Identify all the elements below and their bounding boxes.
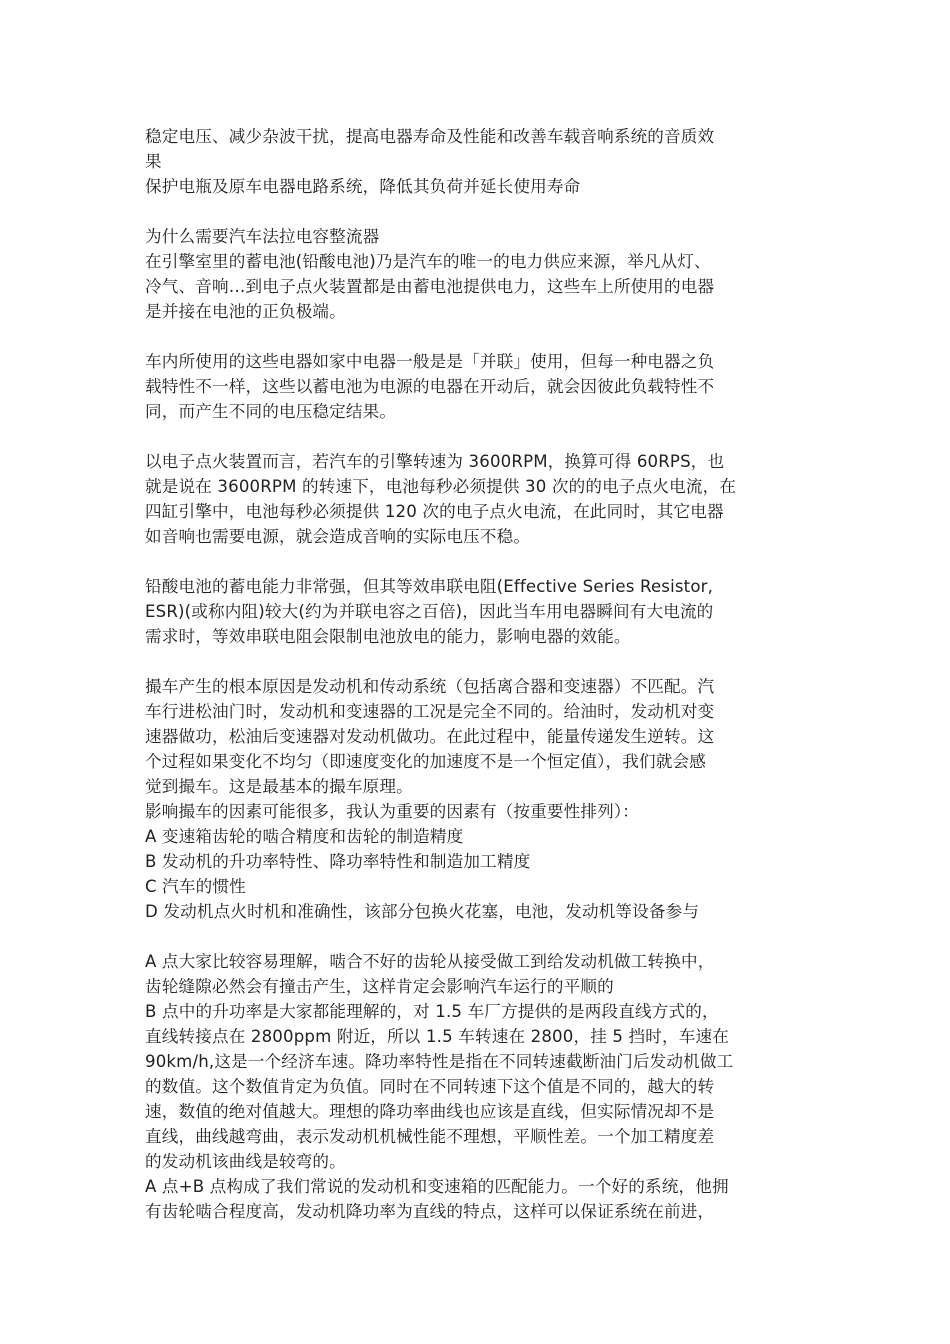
text-line: 90km/h,这是一个经济车速。降功率特性是指在不同转速截断油门后发动机做工 — [145, 1052, 734, 1071]
blank-line — [145, 199, 810, 224]
text-line: 在引擎室里的蓄电池(铅酸电池)乃是汽车的唯一的电力供应来源，举凡从灯、 — [145, 252, 711, 271]
text-line: 载特性不一样，这些以蓄电池为电源的电器在开动后，就会因彼此负载特性不 — [145, 377, 715, 396]
blank-line — [145, 424, 810, 449]
text-line: D 发动机点火时机和准确性，该部分包换火花塞，电池，发动机等设备参与 — [145, 902, 700, 921]
text-line: 直线，曲线越弯曲，表示发动机机械性能不理想，平顺性差。一个加工精度差 — [145, 1127, 715, 1146]
text-line: 有齿轮啮合程度高，发动机降功率为直线的特点，这样可以保证系统在前进， — [145, 1202, 715, 1221]
blank-line — [145, 549, 810, 574]
text-line: A 变速箱齿轮的啮合精度和齿轮的制造精度 — [145, 827, 464, 846]
text-line: A 点大家比较容易理解，啮合不好的齿轮从接受做工到给发动机做工转换中， — [145, 952, 715, 971]
text-line: 四缸引擎中，电池每秒必须提供 120 次的电子点火电流，在此同时，其它电器 — [145, 502, 724, 521]
text-line: 如音响也需要电源，就会造成音响的实际电压不稳。 — [145, 527, 531, 546]
text-line: 的发动机该曲线是较弯的。 — [145, 1152, 346, 1171]
text-line: B 发动机的升功率特性、降功率特性和制造加工精度 — [145, 852, 531, 871]
text-line: C 汽车的惯性 — [145, 877, 246, 896]
text-line: 撮车产生的根本原因是发动机和传动系统（包括离合器和变速器）不匹配。汽 — [145, 677, 715, 696]
text-line: 为什么需要汽车法拉电容整流器 — [145, 227, 380, 246]
text-line: 保护电瓶及原车电器电路系统，降低其负荷并延长使用寿命 — [145, 177, 581, 196]
text-line: 就是说在 3600RPM 的转速下，电池每秒必须提供 30 次的的电子点火电流，在 — [145, 477, 737, 496]
text-line: 果 — [145, 152, 162, 171]
blank-line — [145, 324, 810, 349]
text-line: ESR)(或称内阻)较大(约为并联电容之百倍)，因此当车用电器瞬间有大电流的 — [145, 602, 714, 621]
text-line: 觉到撮车。这是最基本的撮车原理。 — [145, 777, 413, 796]
text-line: 稳定电压、减少杂波干扰，提高电器寿命及性能和改善车载音响系统的音质效 — [145, 127, 715, 146]
text-line: 影响撮车的因素可能很多，我认为重要的因素有（按重要性排列）： — [145, 802, 640, 821]
text-line: 直线转接点在 2800ppm 附近，所以 1.5 车转速在 2800，挂 5 挡时，车速在 — [145, 1027, 729, 1046]
text-line: 个过程如果变化不均匀（即速度变化的加速度不是一个恒定值），我们就会感 — [145, 752, 706, 771]
text-line: 冷气、音响…到电子点火装置都是由蓄电池提供电力，这些车上所使用的电器 — [145, 277, 715, 296]
blank-line — [145, 924, 810, 949]
text-line: 需求时，等效串联电阻会限制电池放电的能力，影响电器的效能。 — [145, 627, 631, 646]
text-line: 同，而产生不同的电压稳定结果。 — [145, 402, 397, 421]
text-line: 速器做功，松油后变速器对发动机做功。在此过程中，能量传递发生逆转。这 — [145, 727, 715, 746]
blank-line — [145, 649, 810, 674]
text-line: 车行进松油门时，发动机和变速器的工况是完全不同的。给油时，发动机对变 — [145, 702, 715, 721]
document-body — [145, 124, 810, 1224]
text-line: 铅酸电池的蓄电能力非常强，但其等效串联电阻(Effective Series Resistor, — [145, 577, 714, 596]
text-line: 的数值。这个数值肯定为负值。同时在不同转速下这个值是不同的，越大的转 — [145, 1077, 715, 1096]
text-line: 以电子点火装置而言，若汽车的引擎转速为 3600RPM，换算可得 60RPS，也 — [145, 452, 725, 471]
text-line: 速，数值的绝对值越大。理想的降功率曲线也应该是直线，但实际情况却不是 — [145, 1102, 715, 1121]
text-line: 车内所使用的这些电器如家中电器一般是是「并联」使用，但每一种电器之负 — [145, 352, 715, 371]
text-line: B 点中的升功率是大家都能理解的，对 1.5 车厂方提供的是两段直线方式的， — [145, 1002, 719, 1021]
text-line: A 点+B 点构成了我们常说的发动机和变速箱的匹配能力。一个好的系统，他拥 — [145, 1177, 729, 1196]
text-line: 是并接在电池的正负极端。 — [145, 302, 346, 321]
text-line: 齿轮缝隙必然会有撞击产生，这样肯定会影响汽车运行的平顺的 — [145, 977, 614, 996]
